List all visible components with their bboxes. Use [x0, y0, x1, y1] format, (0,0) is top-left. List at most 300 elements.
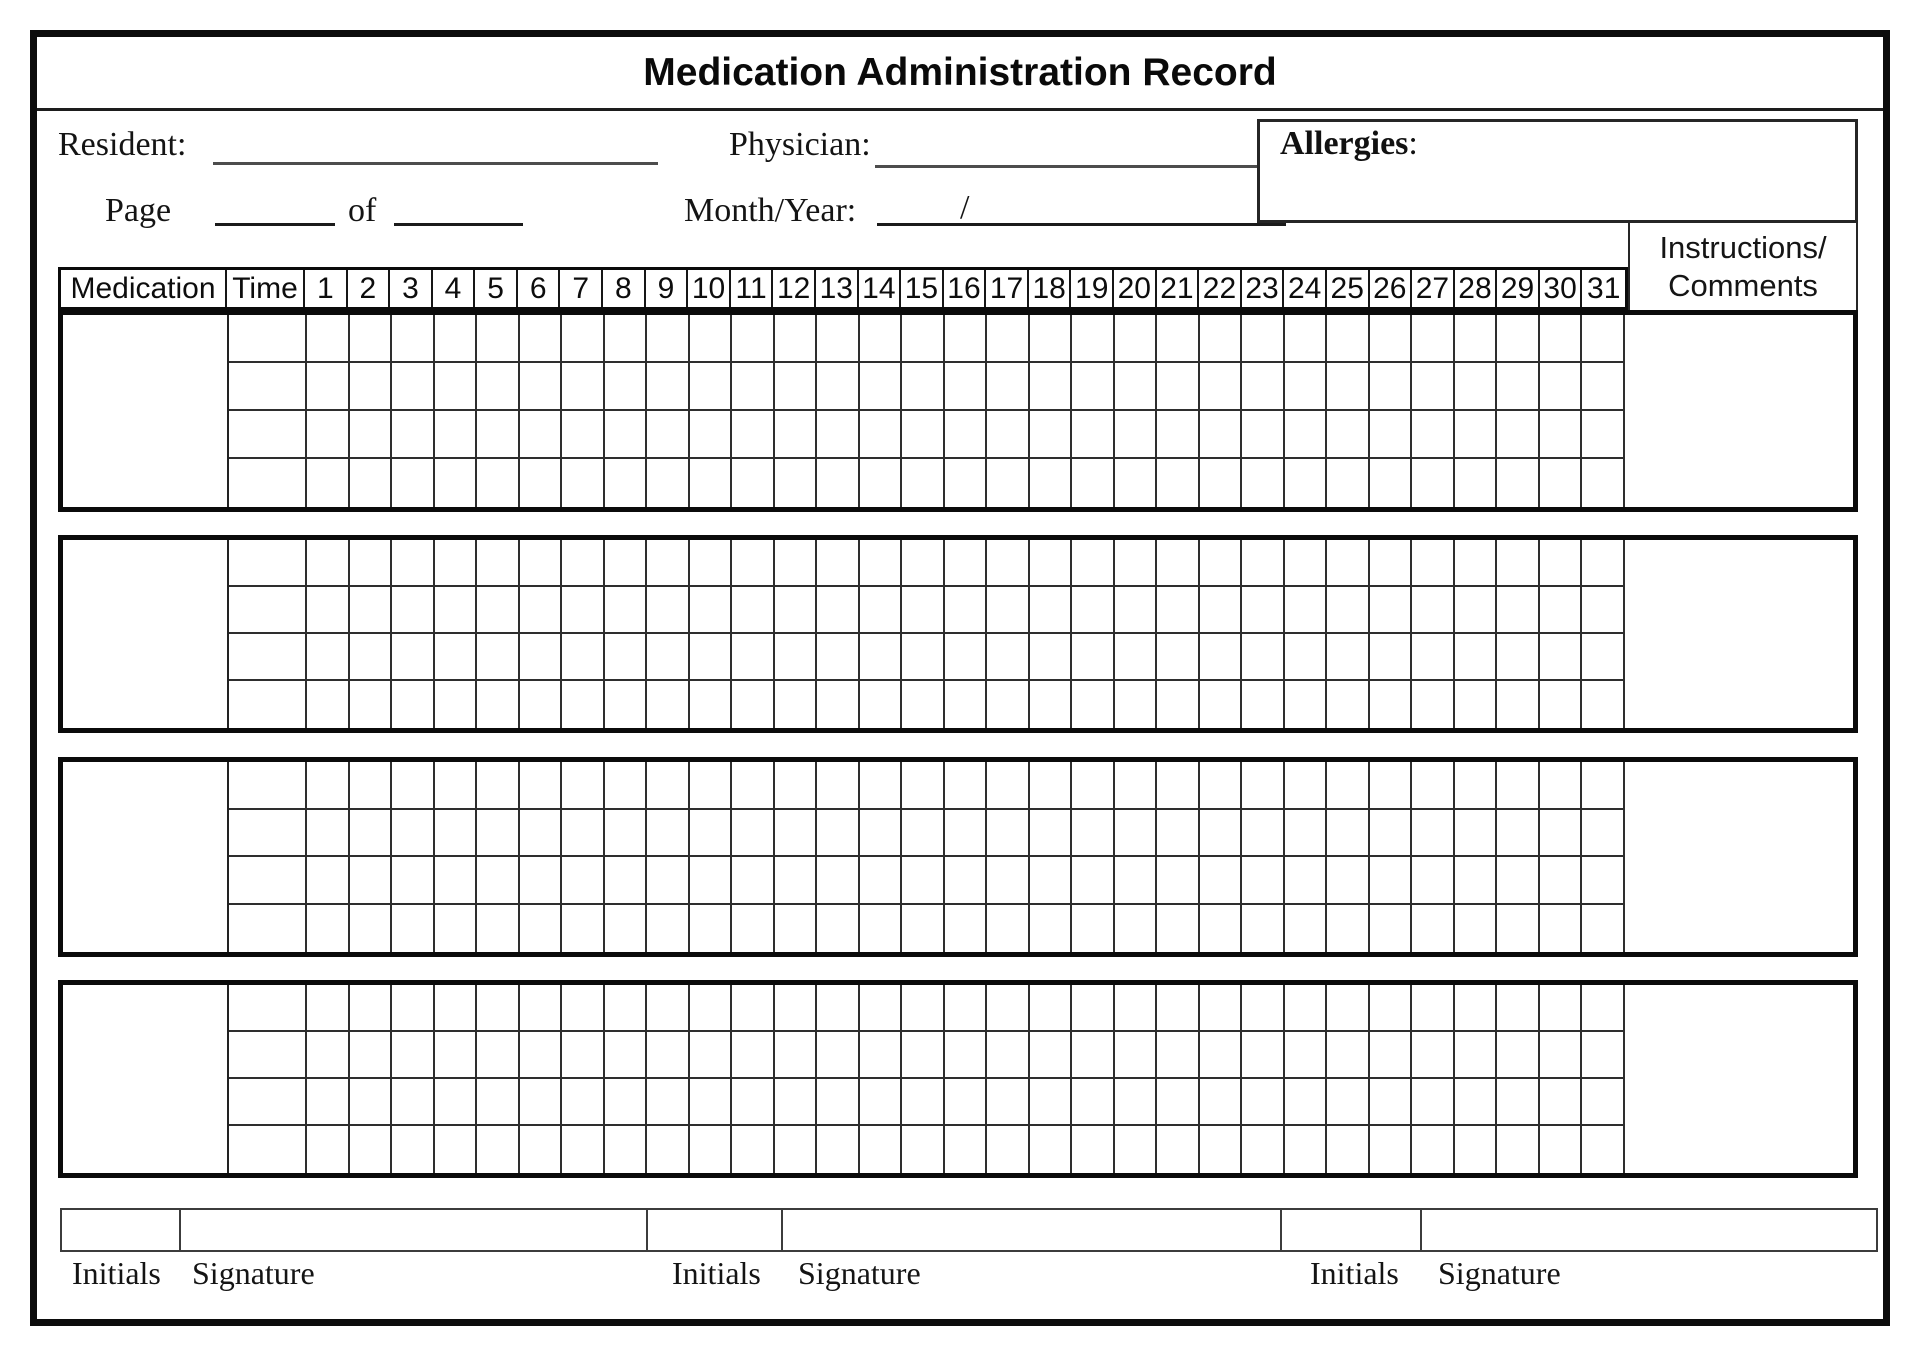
- day-30-cell[interactable]: [1540, 315, 1583, 363]
- day-1-cell[interactable]: [307, 634, 350, 681]
- day-30-cell[interactable]: [1540, 587, 1583, 634]
- day-12-cell[interactable]: [775, 681, 818, 728]
- day-6-cell[interactable]: [520, 762, 563, 810]
- day-17-cell[interactable]: [987, 411, 1030, 459]
- day-9-cell[interactable]: [647, 363, 690, 411]
- day-18-cell[interactable]: [1030, 1126, 1073, 1173]
- day-16-cell[interactable]: [945, 681, 988, 728]
- day-25-cell[interactable]: [1327, 315, 1370, 363]
- day-25-cell[interactable]: [1327, 634, 1370, 681]
- day-20-cell[interactable]: [1115, 540, 1158, 587]
- day-12-cell[interactable]: [775, 985, 818, 1032]
- day-15-cell[interactable]: [902, 459, 945, 507]
- signature-box-1[interactable]: [181, 1210, 648, 1250]
- day-25-cell[interactable]: [1327, 1032, 1370, 1079]
- day-7-cell[interactable]: [562, 1079, 605, 1126]
- day-22-cell[interactable]: [1200, 810, 1243, 858]
- day-5-cell[interactable]: [477, 681, 520, 728]
- day-18-cell[interactable]: [1030, 762, 1073, 810]
- time-cell[interactable]: [229, 315, 307, 363]
- day-28-cell[interactable]: [1455, 681, 1498, 728]
- day-10-cell[interactable]: [690, 762, 733, 810]
- day-7-cell[interactable]: [562, 634, 605, 681]
- day-25-cell[interactable]: [1327, 1079, 1370, 1126]
- day-3-cell[interactable]: [392, 905, 435, 953]
- day-15-cell[interactable]: [902, 587, 945, 634]
- day-26-cell[interactable]: [1370, 1032, 1413, 1079]
- day-30-cell[interactable]: [1540, 810, 1583, 858]
- day-18-cell[interactable]: [1030, 810, 1073, 858]
- day-26-cell[interactable]: [1370, 540, 1413, 587]
- day-15-cell[interactable]: [902, 411, 945, 459]
- day-8-cell[interactable]: [605, 905, 648, 953]
- day-18-cell[interactable]: [1030, 985, 1073, 1032]
- day-21-cell[interactable]: [1157, 1079, 1200, 1126]
- day-5-cell[interactable]: [477, 1079, 520, 1126]
- day-5-cell[interactable]: [477, 634, 520, 681]
- day-8-cell[interactable]: [605, 411, 648, 459]
- day-25-cell[interactable]: [1327, 1126, 1370, 1173]
- day-12-cell[interactable]: [775, 905, 818, 953]
- day-6-cell[interactable]: [520, 857, 563, 905]
- day-17-cell[interactable]: [987, 1032, 1030, 1079]
- day-7-cell[interactable]: [562, 985, 605, 1032]
- day-10-cell[interactable]: [690, 905, 733, 953]
- day-9-cell[interactable]: [647, 1079, 690, 1126]
- day-30-cell[interactable]: [1540, 411, 1583, 459]
- day-4-cell[interactable]: [435, 315, 478, 363]
- day-27-cell[interactable]: [1412, 1079, 1455, 1126]
- day-17-cell[interactable]: [987, 1126, 1030, 1173]
- day-2-cell[interactable]: [350, 411, 393, 459]
- time-cell[interactable]: [229, 634, 307, 681]
- day-12-cell[interactable]: [775, 459, 818, 507]
- day-15-cell[interactable]: [902, 810, 945, 858]
- day-17-cell[interactable]: [987, 681, 1030, 728]
- day-4-cell[interactable]: [435, 459, 478, 507]
- day-1-cell[interactable]: [307, 540, 350, 587]
- day-20-cell[interactable]: [1115, 587, 1158, 634]
- day-21-cell[interactable]: [1157, 634, 1200, 681]
- day-12-cell[interactable]: [775, 315, 818, 363]
- day-27-cell[interactable]: [1412, 810, 1455, 858]
- day-22-cell[interactable]: [1200, 857, 1243, 905]
- day-16-cell[interactable]: [945, 634, 988, 681]
- day-12-cell[interactable]: [775, 1032, 818, 1079]
- day-31-cell[interactable]: [1582, 587, 1625, 634]
- day-8-cell[interactable]: [605, 1079, 648, 1126]
- day-18-cell[interactable]: [1030, 681, 1073, 728]
- day-13-cell[interactable]: [817, 1079, 860, 1126]
- day-22-cell[interactable]: [1200, 985, 1243, 1032]
- day-30-cell[interactable]: [1540, 681, 1583, 728]
- day-29-cell[interactable]: [1497, 634, 1540, 681]
- day-19-cell[interactable]: [1072, 810, 1115, 858]
- day-10-cell[interactable]: [690, 363, 733, 411]
- day-23-cell[interactable]: [1242, 459, 1285, 507]
- day-27-cell[interactable]: [1412, 363, 1455, 411]
- resident-input-line[interactable]: [213, 162, 658, 165]
- day-1-cell[interactable]: [307, 315, 350, 363]
- day-15-cell[interactable]: [902, 905, 945, 953]
- day-29-cell[interactable]: [1497, 681, 1540, 728]
- page-number-line[interactable]: [215, 223, 335, 226]
- day-7-cell[interactable]: [562, 540, 605, 587]
- time-cell[interactable]: [229, 587, 307, 634]
- day-21-cell[interactable]: [1157, 810, 1200, 858]
- day-5-cell[interactable]: [477, 363, 520, 411]
- day-21-cell[interactable]: [1157, 1032, 1200, 1079]
- day-13-cell[interactable]: [817, 315, 860, 363]
- day-14-cell[interactable]: [860, 681, 903, 728]
- day-10-cell[interactable]: [690, 681, 733, 728]
- day-23-cell[interactable]: [1242, 1079, 1285, 1126]
- day-4-cell[interactable]: [435, 363, 478, 411]
- day-12-cell[interactable]: [775, 1126, 818, 1173]
- day-25-cell[interactable]: [1327, 985, 1370, 1032]
- medication-name-cell[interactable]: [63, 985, 229, 1173]
- day-16-cell[interactable]: [945, 315, 988, 363]
- day-25-cell[interactable]: [1327, 905, 1370, 953]
- day-3-cell[interactable]: [392, 810, 435, 858]
- day-28-cell[interactable]: [1455, 540, 1498, 587]
- day-25-cell[interactable]: [1327, 810, 1370, 858]
- day-31-cell[interactable]: [1582, 1032, 1625, 1079]
- day-26-cell[interactable]: [1370, 634, 1413, 681]
- day-29-cell[interactable]: [1497, 905, 1540, 953]
- day-21-cell[interactable]: [1157, 905, 1200, 953]
- day-14-cell[interactable]: [860, 540, 903, 587]
- day-2-cell[interactable]: [350, 315, 393, 363]
- day-29-cell[interactable]: [1497, 762, 1540, 810]
- physician-input-line[interactable]: [875, 165, 1263, 168]
- day-28-cell[interactable]: [1455, 459, 1498, 507]
- time-cell[interactable]: [229, 905, 307, 953]
- day-17-cell[interactable]: [987, 363, 1030, 411]
- day-5-cell[interactable]: [477, 905, 520, 953]
- medication-name-cell[interactable]: [63, 315, 229, 507]
- day-5-cell[interactable]: [477, 985, 520, 1032]
- day-17-cell[interactable]: [987, 315, 1030, 363]
- day-14-cell[interactable]: [860, 587, 903, 634]
- day-4-cell[interactable]: [435, 681, 478, 728]
- day-29-cell[interactable]: [1497, 540, 1540, 587]
- day-21-cell[interactable]: [1157, 411, 1200, 459]
- day-30-cell[interactable]: [1540, 1079, 1583, 1126]
- day-13-cell[interactable]: [817, 1032, 860, 1079]
- day-23-cell[interactable]: [1242, 857, 1285, 905]
- day-27-cell[interactable]: [1412, 459, 1455, 507]
- day-7-cell[interactable]: [562, 1126, 605, 1173]
- day-18-cell[interactable]: [1030, 315, 1073, 363]
- day-22-cell[interactable]: [1200, 634, 1243, 681]
- day-25-cell[interactable]: [1327, 857, 1370, 905]
- medication-name-cell[interactable]: [63, 540, 229, 728]
- day-23-cell[interactable]: [1242, 762, 1285, 810]
- day-29-cell[interactable]: [1497, 587, 1540, 634]
- day-18-cell[interactable]: [1030, 411, 1073, 459]
- day-7-cell[interactable]: [562, 587, 605, 634]
- day-5-cell[interactable]: [477, 762, 520, 810]
- day-15-cell[interactable]: [902, 1079, 945, 1126]
- day-9-cell[interactable]: [647, 315, 690, 363]
- day-6-cell[interactable]: [520, 985, 563, 1032]
- day-26-cell[interactable]: [1370, 315, 1413, 363]
- day-7-cell[interactable]: [562, 762, 605, 810]
- day-24-cell[interactable]: [1285, 681, 1328, 728]
- day-11-cell[interactable]: [732, 315, 775, 363]
- day-16-cell[interactable]: [945, 540, 988, 587]
- day-16-cell[interactable]: [945, 857, 988, 905]
- day-22-cell[interactable]: [1200, 363, 1243, 411]
- day-13-cell[interactable]: [817, 411, 860, 459]
- day-29-cell[interactable]: [1497, 363, 1540, 411]
- day-28-cell[interactable]: [1455, 1032, 1498, 1079]
- day-13-cell[interactable]: [817, 857, 860, 905]
- day-11-cell[interactable]: [732, 1032, 775, 1079]
- day-31-cell[interactable]: [1582, 985, 1625, 1032]
- day-25-cell[interactable]: [1327, 459, 1370, 507]
- day-12-cell[interactable]: [775, 857, 818, 905]
- day-27-cell[interactable]: [1412, 411, 1455, 459]
- day-23-cell[interactable]: [1242, 905, 1285, 953]
- day-28-cell[interactable]: [1455, 1126, 1498, 1173]
- day-29-cell[interactable]: [1497, 411, 1540, 459]
- day-19-cell[interactable]: [1072, 762, 1115, 810]
- day-31-cell[interactable]: [1582, 411, 1625, 459]
- day-15-cell[interactable]: [902, 1126, 945, 1173]
- day-9-cell[interactable]: [647, 459, 690, 507]
- day-23-cell[interactable]: [1242, 1032, 1285, 1079]
- day-6-cell[interactable]: [520, 1079, 563, 1126]
- day-7-cell[interactable]: [562, 810, 605, 858]
- day-5-cell[interactable]: [477, 1032, 520, 1079]
- day-13-cell[interactable]: [817, 985, 860, 1032]
- day-26-cell[interactable]: [1370, 587, 1413, 634]
- day-25-cell[interactable]: [1327, 363, 1370, 411]
- day-13-cell[interactable]: [817, 634, 860, 681]
- day-1-cell[interactable]: [307, 681, 350, 728]
- day-7-cell[interactable]: [562, 681, 605, 728]
- day-19-cell[interactable]: [1072, 1079, 1115, 1126]
- day-5-cell[interactable]: [477, 540, 520, 587]
- time-cell[interactable]: [229, 363, 307, 411]
- day-16-cell[interactable]: [945, 587, 988, 634]
- day-10-cell[interactable]: [690, 1032, 733, 1079]
- day-31-cell[interactable]: [1582, 1126, 1625, 1173]
- day-3-cell[interactable]: [392, 587, 435, 634]
- day-6-cell[interactable]: [520, 1126, 563, 1173]
- day-24-cell[interactable]: [1285, 315, 1328, 363]
- day-9-cell[interactable]: [647, 857, 690, 905]
- day-19-cell[interactable]: [1072, 681, 1115, 728]
- day-29-cell[interactable]: [1497, 459, 1540, 507]
- day-14-cell[interactable]: [860, 810, 903, 858]
- day-26-cell[interactable]: [1370, 857, 1413, 905]
- day-31-cell[interactable]: [1582, 762, 1625, 810]
- day-16-cell[interactable]: [945, 1126, 988, 1173]
- day-22-cell[interactable]: [1200, 1032, 1243, 1079]
- day-1-cell[interactable]: [307, 857, 350, 905]
- day-16-cell[interactable]: [945, 459, 988, 507]
- day-1-cell[interactable]: [307, 1032, 350, 1079]
- day-23-cell[interactable]: [1242, 1126, 1285, 1173]
- day-5-cell[interactable]: [477, 1126, 520, 1173]
- day-1-cell[interactable]: [307, 985, 350, 1032]
- day-6-cell[interactable]: [520, 315, 563, 363]
- day-2-cell[interactable]: [350, 634, 393, 681]
- day-28-cell[interactable]: [1455, 315, 1498, 363]
- instructions-comments-cell[interactable]: [1625, 762, 1853, 952]
- time-cell[interactable]: [229, 1126, 307, 1173]
- day-1-cell[interactable]: [307, 411, 350, 459]
- initials-box-3[interactable]: [1282, 1210, 1422, 1250]
- day-15-cell[interactable]: [902, 857, 945, 905]
- day-24-cell[interactable]: [1285, 985, 1328, 1032]
- day-23-cell[interactable]: [1242, 411, 1285, 459]
- day-6-cell[interactable]: [520, 459, 563, 507]
- day-16-cell[interactable]: [945, 363, 988, 411]
- day-12-cell[interactable]: [775, 634, 818, 681]
- day-8-cell[interactable]: [605, 540, 648, 587]
- day-1-cell[interactable]: [307, 810, 350, 858]
- day-31-cell[interactable]: [1582, 363, 1625, 411]
- day-15-cell[interactable]: [902, 1032, 945, 1079]
- day-24-cell[interactable]: [1285, 540, 1328, 587]
- day-11-cell[interactable]: [732, 1079, 775, 1126]
- day-12-cell[interactable]: [775, 411, 818, 459]
- day-11-cell[interactable]: [732, 411, 775, 459]
- day-25-cell[interactable]: [1327, 540, 1370, 587]
- day-30-cell[interactable]: [1540, 459, 1583, 507]
- day-3-cell[interactable]: [392, 681, 435, 728]
- day-29-cell[interactable]: [1497, 810, 1540, 858]
- day-13-cell[interactable]: [817, 540, 860, 587]
- day-12-cell[interactable]: [775, 1079, 818, 1126]
- time-cell[interactable]: [229, 762, 307, 810]
- day-7-cell[interactable]: [562, 857, 605, 905]
- day-6-cell[interactable]: [520, 1032, 563, 1079]
- day-14-cell[interactable]: [860, 1032, 903, 1079]
- day-8-cell[interactable]: [605, 762, 648, 810]
- day-1-cell[interactable]: [307, 762, 350, 810]
- day-12-cell[interactable]: [775, 363, 818, 411]
- day-25-cell[interactable]: [1327, 411, 1370, 459]
- day-2-cell[interactable]: [350, 810, 393, 858]
- day-3-cell[interactable]: [392, 540, 435, 587]
- day-21-cell[interactable]: [1157, 857, 1200, 905]
- day-10-cell[interactable]: [690, 634, 733, 681]
- day-12-cell[interactable]: [775, 587, 818, 634]
- day-5-cell[interactable]: [477, 587, 520, 634]
- day-26-cell[interactable]: [1370, 762, 1413, 810]
- day-4-cell[interactable]: [435, 411, 478, 459]
- time-cell[interactable]: [229, 681, 307, 728]
- day-10-cell[interactable]: [690, 411, 733, 459]
- day-17-cell[interactable]: [987, 857, 1030, 905]
- day-23-cell[interactable]: [1242, 681, 1285, 728]
- day-14-cell[interactable]: [860, 363, 903, 411]
- day-11-cell[interactable]: [732, 681, 775, 728]
- day-3-cell[interactable]: [392, 985, 435, 1032]
- day-16-cell[interactable]: [945, 411, 988, 459]
- day-3-cell[interactable]: [392, 363, 435, 411]
- day-27-cell[interactable]: [1412, 1126, 1455, 1173]
- instructions-comments-cell[interactable]: [1625, 540, 1853, 728]
- day-1-cell[interactable]: [307, 1079, 350, 1126]
- day-4-cell[interactable]: [435, 905, 478, 953]
- day-6-cell[interactable]: [520, 810, 563, 858]
- day-8-cell[interactable]: [605, 1126, 648, 1173]
- day-6-cell[interactable]: [520, 681, 563, 728]
- signature-box-3[interactable]: [1422, 1210, 1876, 1250]
- day-11-cell[interactable]: [732, 985, 775, 1032]
- day-19-cell[interactable]: [1072, 587, 1115, 634]
- day-3-cell[interactable]: [392, 634, 435, 681]
- day-9-cell[interactable]: [647, 1032, 690, 1079]
- day-16-cell[interactable]: [945, 1032, 988, 1079]
- day-30-cell[interactable]: [1540, 540, 1583, 587]
- day-6-cell[interactable]: [520, 905, 563, 953]
- day-18-cell[interactable]: [1030, 540, 1073, 587]
- day-8-cell[interactable]: [605, 363, 648, 411]
- day-31-cell[interactable]: [1582, 315, 1625, 363]
- day-28-cell[interactable]: [1455, 587, 1498, 634]
- day-29-cell[interactable]: [1497, 985, 1540, 1032]
- instructions-comments-cell[interactable]: [1625, 315, 1853, 507]
- day-13-cell[interactable]: [817, 1126, 860, 1173]
- day-17-cell[interactable]: [987, 1079, 1030, 1126]
- day-19-cell[interactable]: [1072, 411, 1115, 459]
- day-28-cell[interactable]: [1455, 857, 1498, 905]
- day-22-cell[interactable]: [1200, 459, 1243, 507]
- day-29-cell[interactable]: [1497, 857, 1540, 905]
- day-24-cell[interactable]: [1285, 1079, 1328, 1126]
- time-cell[interactable]: [229, 810, 307, 858]
- day-5-cell[interactable]: [477, 810, 520, 858]
- day-2-cell[interactable]: [350, 363, 393, 411]
- day-18-cell[interactable]: [1030, 363, 1073, 411]
- day-17-cell[interactable]: [987, 459, 1030, 507]
- day-3-cell[interactable]: [392, 1079, 435, 1126]
- day-18-cell[interactable]: [1030, 587, 1073, 634]
- day-23-cell[interactable]: [1242, 315, 1285, 363]
- day-3-cell[interactable]: [392, 1126, 435, 1173]
- day-1-cell[interactable]: [307, 905, 350, 953]
- day-5-cell[interactable]: [477, 857, 520, 905]
- time-cell[interactable]: [229, 1079, 307, 1126]
- day-9-cell[interactable]: [647, 905, 690, 953]
- day-24-cell[interactable]: [1285, 762, 1328, 810]
- day-10-cell[interactable]: [690, 985, 733, 1032]
- day-8-cell[interactable]: [605, 1032, 648, 1079]
- day-7-cell[interactable]: [562, 905, 605, 953]
- day-1-cell[interactable]: [307, 459, 350, 507]
- day-24-cell[interactable]: [1285, 634, 1328, 681]
- day-11-cell[interactable]: [732, 905, 775, 953]
- day-10-cell[interactable]: [690, 540, 733, 587]
- day-15-cell[interactable]: [902, 985, 945, 1032]
- day-9-cell[interactable]: [647, 1126, 690, 1173]
- day-4-cell[interactable]: [435, 634, 478, 681]
- day-23-cell[interactable]: [1242, 985, 1285, 1032]
- day-21-cell[interactable]: [1157, 363, 1200, 411]
- day-28-cell[interactable]: [1455, 634, 1498, 681]
- day-4-cell[interactable]: [435, 587, 478, 634]
- day-29-cell[interactable]: [1497, 1126, 1540, 1173]
- day-1-cell[interactable]: [307, 1126, 350, 1173]
- day-2-cell[interactable]: [350, 681, 393, 728]
